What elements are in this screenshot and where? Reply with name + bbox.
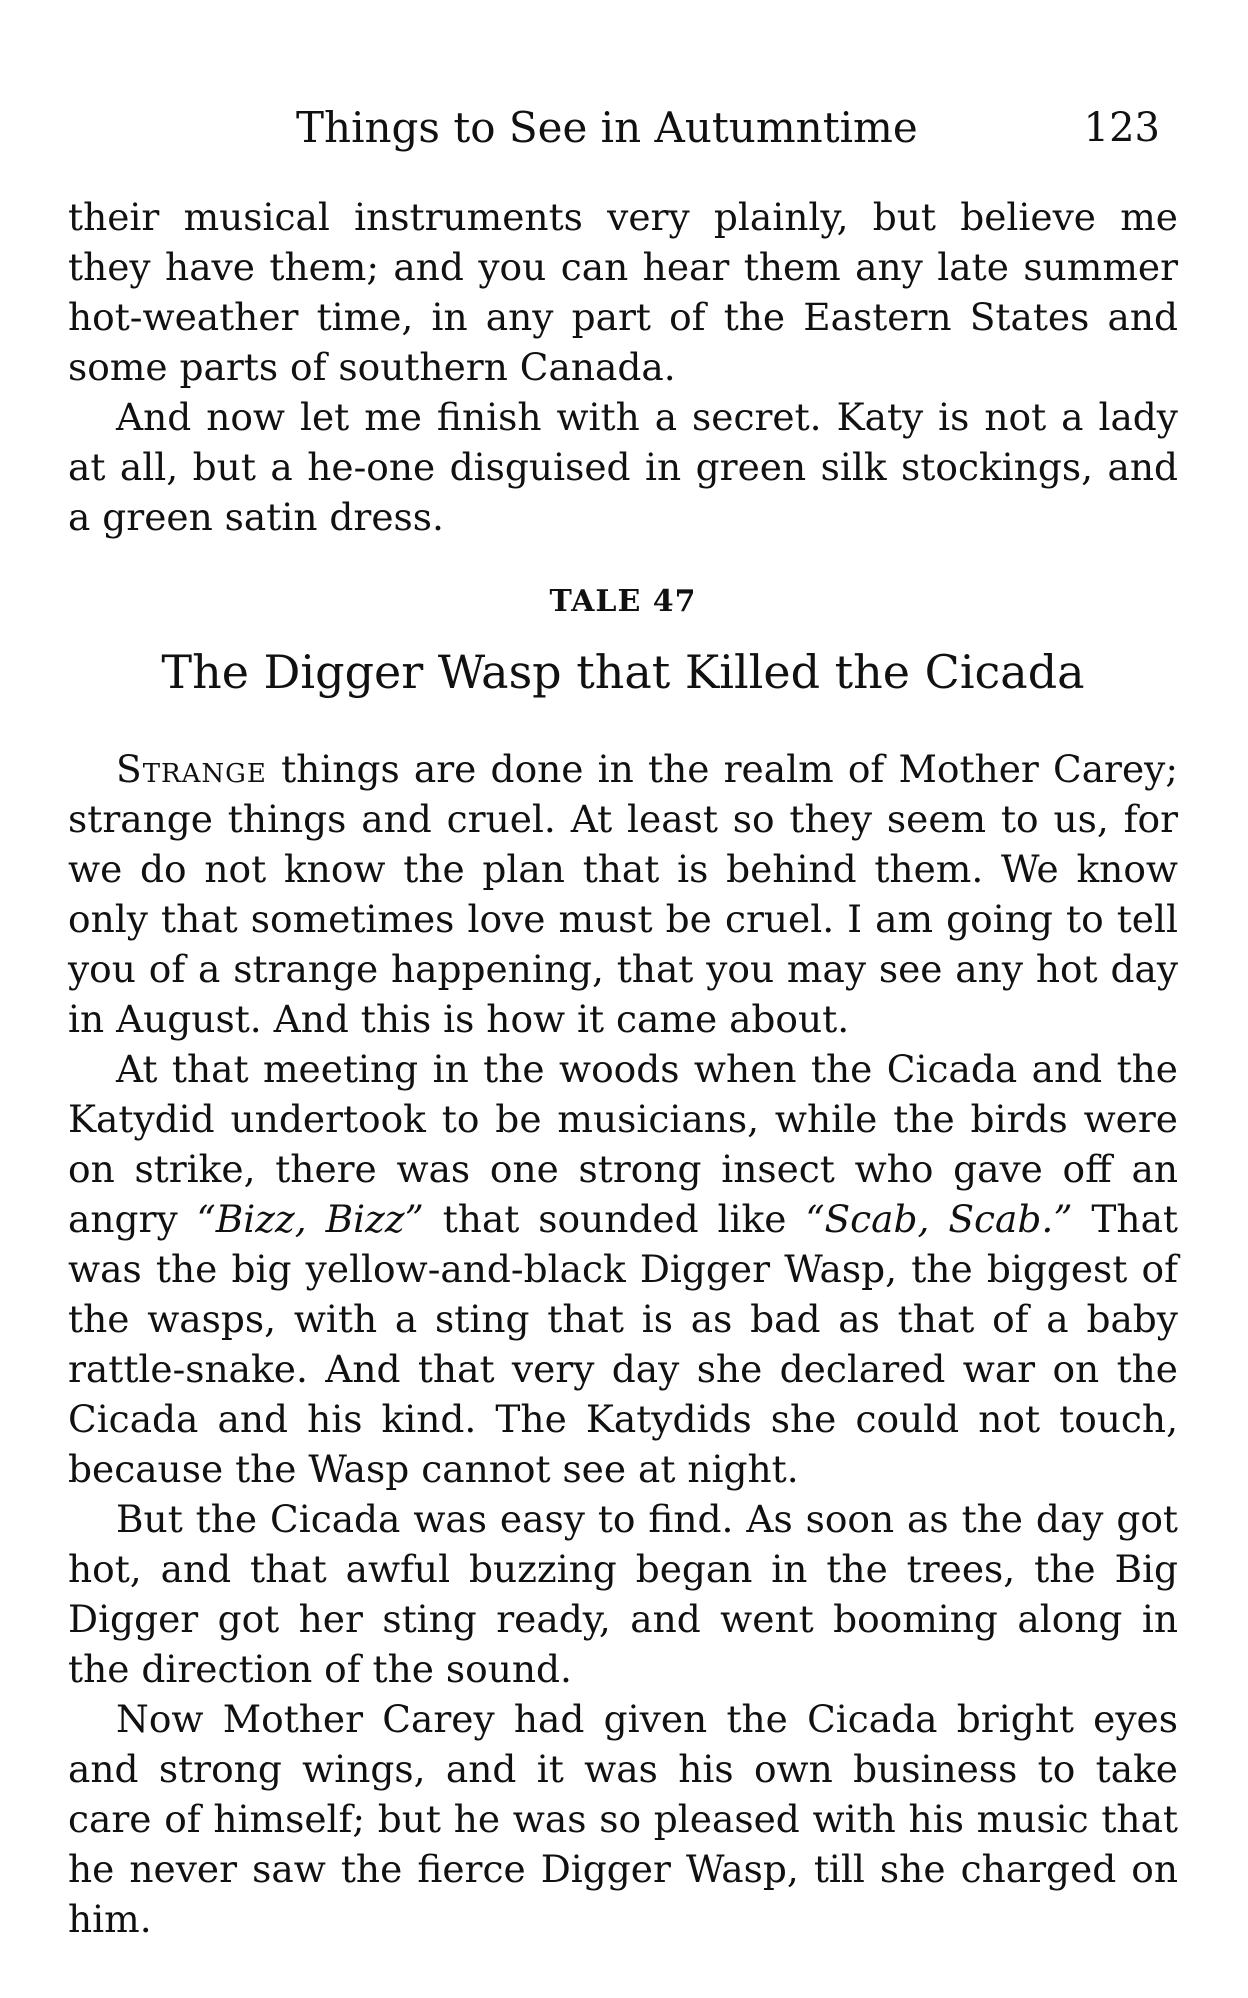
story-paragraph-2: [68, 1044, 1178, 1494]
quote-bizz: “Bizz, Bizz”: [196, 1197, 424, 1241]
story-paragraph-2-part-1: At that meeting in the woods when the Cicada and the Katydid undertook to be musicians, while the birds were on strike, there was one strong insect who gave off an angry: [68, 1047, 1178, 1241]
story-paragraph-2-part-3: That was the big yellow-and-black Digger Wasp, the biggest of the wasps, with a sting that is as bad as that of a baby rattle-snake. And that very day she declared war on the Cicada and his kind. The Katydids she could not touch, because the Wasp cannot see at night.: [68, 1197, 1179, 1491]
running-title: Things to See in Autumntime: [296, 103, 918, 152]
story-paragraph-1-text: things are done in the realm of Mother Carey; strange things and cruel. At least so they seem to us, for we do not know the plan that is behind them. We know only that sometimes love must be cruel. I am going to tell you of a strange happening, that you may see any hot day in August. And this is how it came about.: [68, 747, 1178, 1041]
continued-text: [68, 192, 1178, 542]
story-paragraph-3: But the Cicada was easy to find. As soon as the day got hot, and that awful buzzing began in the trees, the Big Digger got her sting ready, and went booming along in the direction of the sound.: [68, 1497, 1178, 1691]
paragraph-secret: And now let me finish with a secret. Katy is not a lady at all, but a he-one disguised in green silk stockings, and a green satin dress.: [68, 395, 1178, 539]
paragraph-continued: their musical instruments very plainly, but believe me they have them; and you can hear them any late summer hot-weather time, in any part of the Eastern States and some parts of southern Canada.: [68, 195, 1178, 389]
book-page: [68, 0, 1178, 1998]
drop-lead-word: Strange: [116, 747, 267, 791]
page-number: 123: [1083, 105, 1160, 151]
quote-scab: “Scab, Scab.”: [805, 1197, 1073, 1241]
running-head: [68, 98, 1178, 158]
story-paragraph-1: [68, 744, 1178, 1044]
story-text: [68, 744, 1178, 1944]
story-paragraph-4: Now Mother Carey had given the Cicada bright eyes and strong wings, and it was his own business to take care of himself; but he was so pleased with his music that he never saw the fierce Digger Wasp, till she charged on him.: [68, 1697, 1178, 1941]
tale-label: TALE 47: [549, 584, 697, 619]
story-paragraph-2-part-2: that sounded like: [423, 1197, 806, 1241]
tale-title: The Digger Wasp that Killed the Cicada: [161, 645, 1085, 699]
